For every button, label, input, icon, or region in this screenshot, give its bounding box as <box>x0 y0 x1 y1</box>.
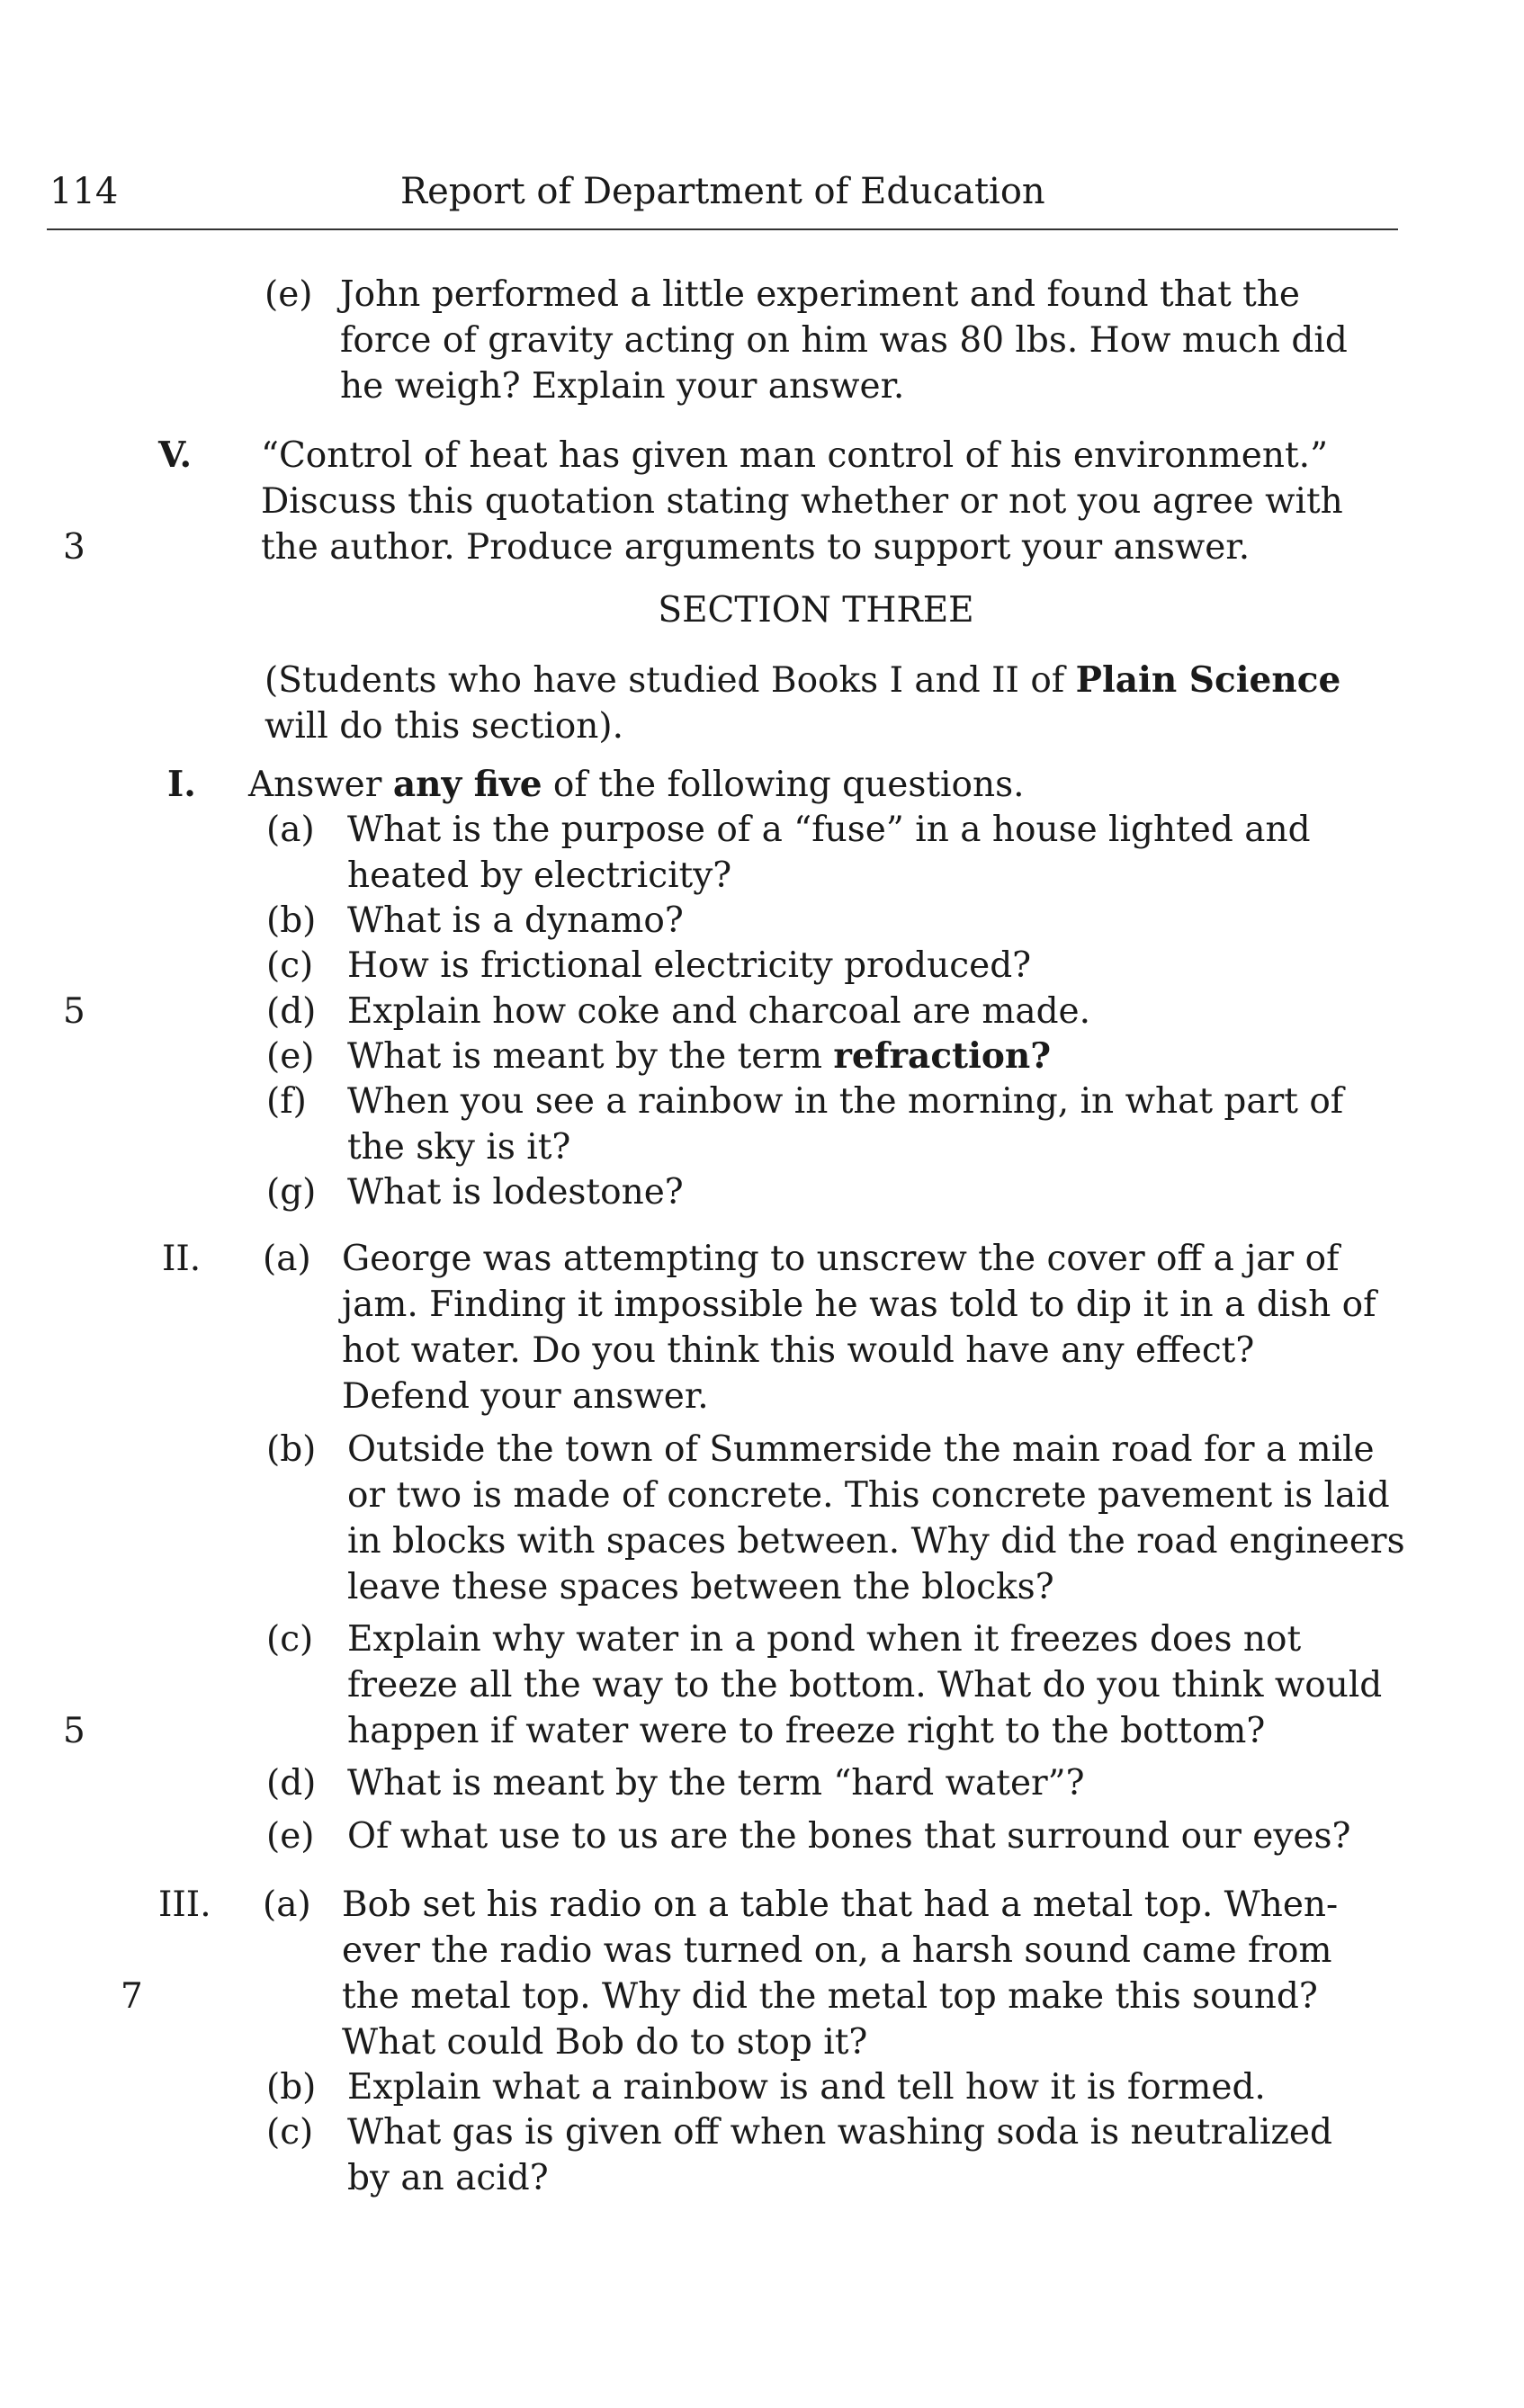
section-intro <box>264 658 1340 703</box>
question-line: What is lodestone? <box>347 1172 684 1213</box>
question-label: (e) <box>266 1036 315 1077</box>
question-label: (e) <box>264 274 313 315</box>
margin-mark: 5 <box>63 991 85 1032</box>
question-line: force of gravity acting on him was 80 lbs. How much did <box>340 320 1348 361</box>
question-line: When you see a rainbow in the morning, in what part of <box>347 1081 1344 1122</box>
question-line: leave these spaces between the blocks? <box>347 1567 1054 1607</box>
margin-mark: 5 <box>63 1711 85 1751</box>
question-label: (d) <box>266 991 317 1032</box>
header-rule <box>47 228 1398 230</box>
question-line: What gas is given off when washing soda is neutralized <box>347 2112 1332 2153</box>
question-label: (a) <box>263 1884 311 1925</box>
running-header: Report of Department of Education <box>400 171 1045 212</box>
question-label: (c) <box>266 2112 314 2153</box>
margin-mark: 7 <box>121 1976 143 2017</box>
question-label: (a) <box>263 1239 311 1279</box>
question-line: Explain how coke and charcoal are made. <box>347 991 1091 1032</box>
question-label: (b) <box>266 1429 317 1470</box>
question-line: heated by electricity? <box>347 855 732 896</box>
question-line: hot water. Do you think this would have any effect? <box>342 1330 1255 1371</box>
question-label: (b) <box>266 900 317 941</box>
question-label: (a) <box>266 810 315 850</box>
emphasis: any five <box>392 764 542 805</box>
book-title: Plain Science <box>1075 659 1341 701</box>
question-line: Discuss this quotation stating whether or not you agree with <box>261 481 1343 522</box>
question-number: II. <box>162 1239 202 1279</box>
question-line: Bob set his radio on a table that had a metal top. When- <box>342 1884 1339 1925</box>
section-title: SECTION THREE <box>658 590 974 631</box>
question-label: (e) <box>266 1816 315 1857</box>
question-line: What is the purpose of a “fuse” in a house lighted and <box>347 810 1311 850</box>
question-label: (d) <box>266 1763 317 1804</box>
question-line: by an acid? <box>347 2158 549 2198</box>
question-line: Of what use to us are the bones that surround our eyes? <box>347 1816 1351 1857</box>
question-text: What is meant by the term <box>347 1036 834 1077</box>
question-line <box>248 762 1025 808</box>
question-line: What is meant by the term “hard water”? <box>347 1763 1085 1804</box>
emphasis: refraction? <box>833 1035 1052 1077</box>
question-line: happen if water were to freeze right to the bottom? <box>347 1711 1266 1751</box>
question-number: V. <box>158 434 193 476</box>
question-label: (f) <box>266 1081 307 1122</box>
question-line: or two is made of concrete. This concrete pavement is laid <box>347 1475 1390 1516</box>
question-line: Explain why water in a pond when it freezes does not <box>347 1619 1302 1660</box>
question-line: George was attempting to unscrew the cover off a jar of <box>342 1239 1340 1279</box>
question-line: ever the radio was turned on, a harsh sound came from <box>342 1930 1332 1971</box>
question-line: the sky is it? <box>347 1127 571 1168</box>
question-line: How is frictional electricity produced? <box>347 945 1032 986</box>
question-line: What is a dynamo? <box>347 900 684 941</box>
question-label: (c) <box>266 945 314 986</box>
section-intro: will do this section). <box>264 706 624 747</box>
page-number: 114 <box>49 171 119 212</box>
question-line: John performed a little experiment and found that the <box>340 274 1301 315</box>
question-label: (b) <box>266 2067 317 2108</box>
question-line: the author. Produce arguments to support your answer. <box>261 527 1251 568</box>
question-line: he weigh? Explain your answer. <box>340 366 905 407</box>
intro-text: of the following questions. <box>542 765 1025 805</box>
question-line: Outside the town of Summerside the main road for a mile <box>347 1429 1375 1470</box>
question-line: Defend your answer. <box>342 1376 709 1417</box>
question-label: (g) <box>266 1172 317 1213</box>
question-line <box>347 1034 1051 1079</box>
question-line: Explain what a rainbow is and tell how it is formed. <box>347 2067 1266 2108</box>
intro-text: Answer <box>248 765 393 805</box>
question-number: I. <box>167 764 196 805</box>
question-line: in blocks with spaces between. Why did the road engineers <box>347 1521 1405 1562</box>
margin-mark: 3 <box>63 527 85 568</box>
question-line: freeze all the way to the bottom. What do you think would <box>347 1665 1383 1705</box>
question-number: III. <box>158 1884 211 1925</box>
question-line: jam. Finding it impossible he was told to dip it in a dish of <box>342 1285 1376 1325</box>
question-line: What could Bob do to stop it? <box>342 2022 868 2063</box>
question-line: “Control of heat has given man control of his environment.” <box>261 435 1329 476</box>
intro-text: (Students who have studied Books I and II of <box>264 660 1076 701</box>
question-line: the metal top. Why did the metal top make this sound? <box>342 1976 1318 2017</box>
question-label: (c) <box>266 1619 314 1660</box>
